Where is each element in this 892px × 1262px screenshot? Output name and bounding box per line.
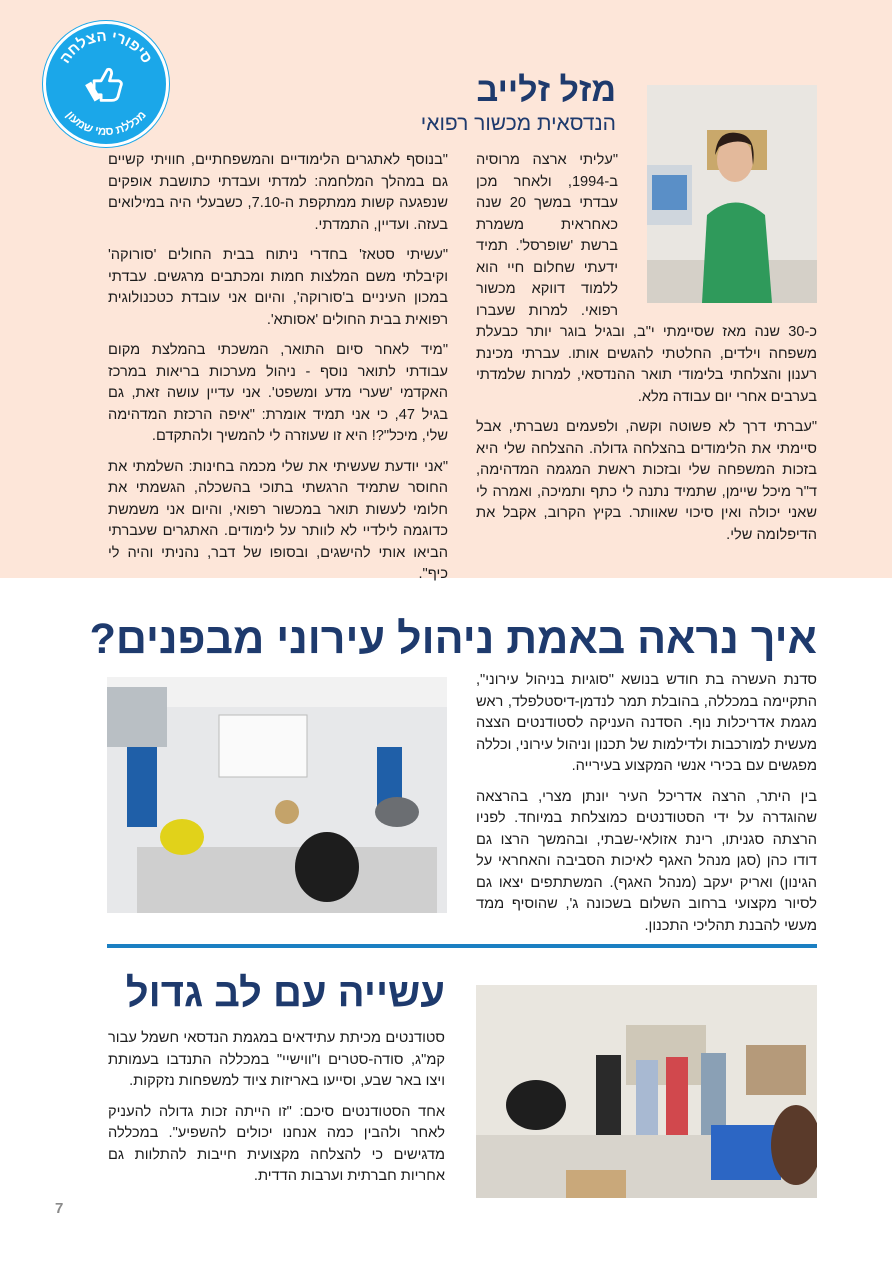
section-divider — [107, 944, 817, 948]
volunteers-photo — [476, 985, 817, 1198]
badge-text-top-path: סיפורי הצלחה — [56, 27, 156, 67]
paragraph: "אני יודעת שעשיתי את שלי מכמה בחינות: השלמתי את החוסר שתמיד הרגשתי בתוכי בהשכלה, הגשמתי את חלומי לעשות תואר במכשור רפואי, והיום אני משמשת כדוגמה לילדיי לא לוותר על לימודים. האתגרים שעברתי הביאו אותי להישגים, ובסופו של דבר, נהניתי והיה לי כיף". — [108, 458, 448, 582]
success-stories-badge — [43, 21, 169, 147]
profile-intro-cont: שסיימתי י"ב, ובגיל בוגר יותר כבעלת משפחה וילדים, החלטתי להגשים אותו. עברתי מכינת רענון והצלחתי בלימודי תואר ההנדסאי, למרות שלמדתי בערבים אחרי יום עבודה מלא. — [476, 324, 817, 405]
badge-text-bottom-path: מכללת סמי שמעון — [63, 109, 149, 139]
profile-left-column — [108, 150, 448, 595]
paragraph: "מיד לאחר סיום התואר, המשכתי בהמלצת מקום עבודתי לתואר נוסף - ניהול מערכות בריאות במרכז האקדמי 'שערי מדע ומשפט'. אני עדיין עושה זאת, גם בגיל 47, כי אני תמיד אומרת: "איפה הרכזת המדהימה שלי, מיכל"?! היא זו שעוזרה לי להמשיך ולהתקדם. — [108, 342, 449, 444]
paragraph: "בנוסף לאתגרים הלימודיים והמשפחתיים, חוויתי קשיים גם במהלך המלחמה: למדתי ועבדתי כתושבת אופקים שנפגעה קשות ממתקפת ה-7.10, כשבעלי היה במילואים בעזה. ועדיין, התמדתי. — [108, 152, 448, 233]
paragraph: "עשיתי סטאז' בחדרי ניתוח בבית החולים 'סורוקה' וקיבלתי משם המלצות חמות ומכתבים מרגשים. עבדתי במכון העיניים ב'סורוקה', והיום אני עובדת כטכנולוגית רפואית בבית החולים 'אסותא'. — [108, 247, 448, 328]
paragraph: "עברתי דרך לא פשוטה וקשה, ולפעמים נשברתי, אבל סיימתי את הלימודים בהצלחה גדולה. ההצלחה שלי היא בזכות המשפחה שלי ובזכות ראשת המגמה המדהימה, ד"ר מיכל שיימן, שתמיד נתנה לי כתף ותמיכה, ואמרה לי שאני יכולה ואין סיכוי שאוותר. בקיץ הקרוב, אקבל את הדיפלומה שלי. — [476, 419, 817, 543]
profile-title: הנדסאית מכשור רפואי — [420, 112, 616, 135]
workshop-photo — [107, 677, 447, 913]
photo-spacer — [618, 150, 817, 318]
thumbs-up-icon — [85, 69, 121, 101]
urban-heading: איך נראה באמת ניהול עירוני מבפנים? — [89, 615, 817, 663]
paragraph: סדנת העשרה בת חודש בנושא "סוגיות בניהול עירוני", התקיימה במכללה, בהובלת תמר לנדמן-דיסטלפלד, ראש מגמת אדריכלות נוף. הסדנה העניקה לסטודנטים הצצה מעשית למורכבות ולדילמות של תכנון וניהול עירוני, וכללה מפגשים עם בכירי אנשי המקצוע בעירייה. — [476, 672, 817, 774]
giving-heading: עשייה עם לב גדול — [125, 971, 445, 1015]
profile-name: מזל זלייב — [476, 71, 616, 109]
badge-text-top — [57, 28, 156, 67]
page-number: 7 — [55, 1200, 64, 1217]
giving-text — [108, 1028, 445, 1197]
paragraph: סטודנטים מכיתת עתידאים במגמת הנדסאי חשמל עבור קמ"ג, סודה-סטרים ו"ווישיי" במכללה התנדבו בעמותת ויצו באר שבע, וסייעו באריזות ציוד למשפחות נזקקות. — [108, 1030, 445, 1089]
badge-graphic — [43, 21, 169, 147]
badge-text-bottom — [63, 109, 149, 138]
profile-intro: "עליתי ארצה מרוסיה ב-1994, ולאחר מכן עבדתי במשך 20 שנה כאחראית משמרת ברשת 'שופרסל'. תמיד ידעתי שחלום חיי הוא ללמוד דווקא מכשור רפואי. למרות שעברו כ-30 שנה מאז — [476, 152, 817, 340]
paragraph: אחד הסטודנטים סיכם: "זו הייתה זכות גדולה להעניק לאחר ולהבין כמה אנחנו יכולים להשפיע". במכללה מדגישים כי להצלחה מקצועית חייבות להתלוות גם אחריות חברתית וערבות הדדית. — [108, 1103, 445, 1184]
profile-right-text — [476, 150, 817, 555]
urban-text — [476, 670, 817, 946]
paragraph: בין היתר, הרצה אדריכל העיר יונתן מצרי, בהרצאה שהוגדרה על ידי הסטודנטים כמוצלחת במיוחד. לפניו הרצתה סגניתו, רינת אזולאי-שבתי, ובהמשך הרצו גם דודו כהן (סגן מנהל האגף לאיכות הסביבה והאחראי על הגינון) ואריק יעקב (מנהל האגף). המשתתפים יצאו גם לסיור מקצועי ברחוב השלום בשכונה ג', שהוסיף ממד מעשי להבנת תהליכי התכנון. — [476, 788, 817, 934]
